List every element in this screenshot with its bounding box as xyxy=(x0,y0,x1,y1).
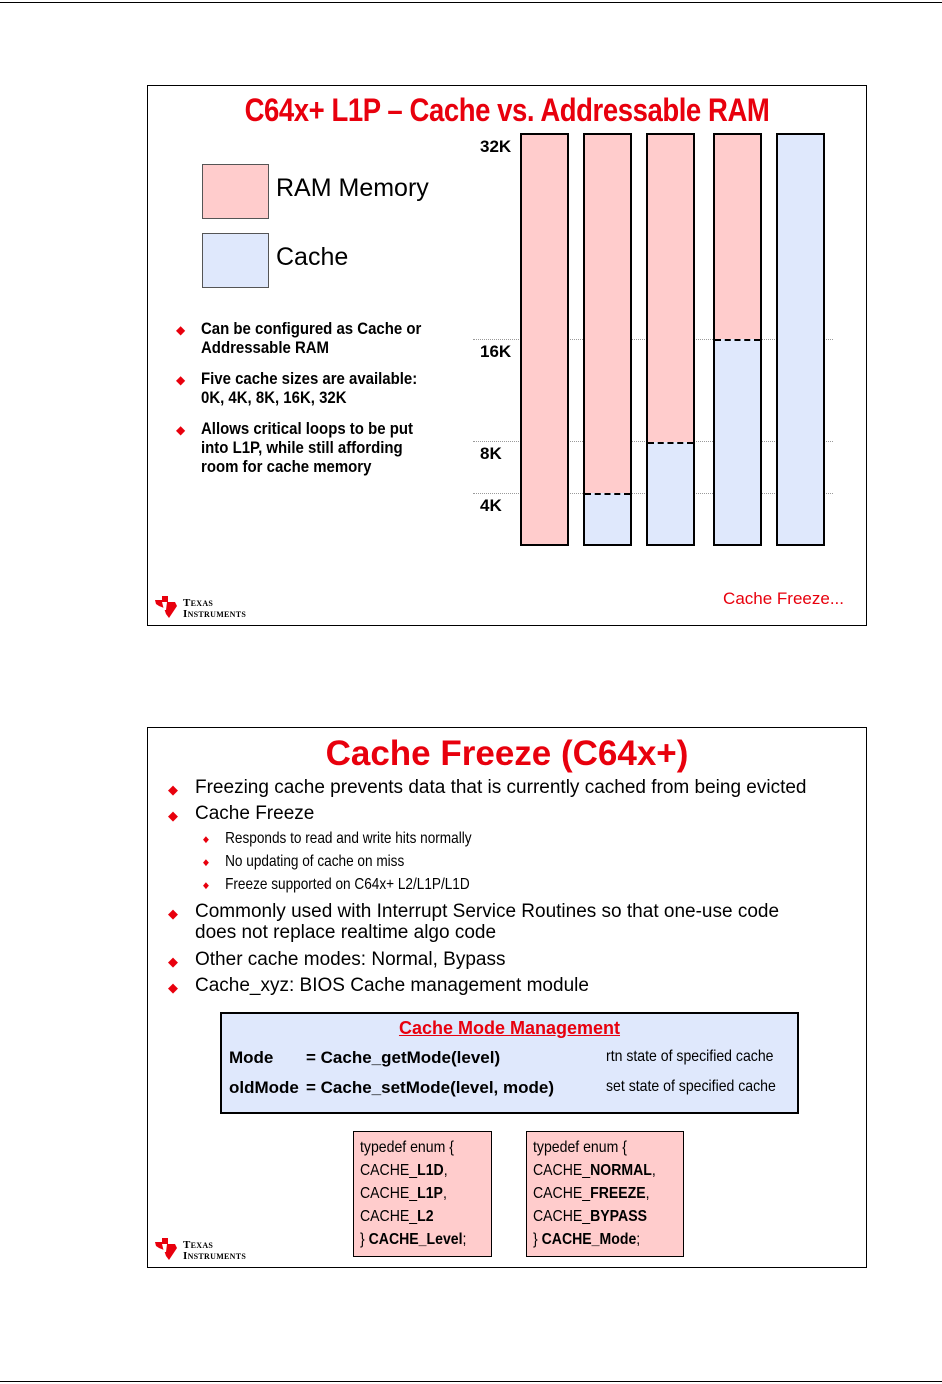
enum-open: typedef enum { xyxy=(533,1139,627,1156)
axis-tick-4k: 4K xyxy=(480,496,502,515)
top-rule xyxy=(0,2,942,3)
bullet-line: 0K, 4K, 8K, 16K, 32K xyxy=(201,388,347,407)
mode-row2-desc: set state of specified cache xyxy=(606,1078,776,1095)
enum-open: typedef enum { xyxy=(360,1139,454,1156)
bullet-line: Allows critical loops to be put xyxy=(201,419,413,438)
diamond-subbullet-icon: ◆ xyxy=(203,834,209,844)
enum-item-freeze: CACHE_FREEZE, xyxy=(533,1185,650,1202)
mode-row1-call: = Cache_getMode(level) xyxy=(306,1048,501,1067)
legend-cache-swatch xyxy=(202,233,269,288)
diamond-bullet-icon: ◆ xyxy=(176,373,186,387)
cache-config-bar-5 xyxy=(776,133,825,546)
legend-ram-swatch xyxy=(202,164,269,219)
diamond-bullet-icon: ◆ xyxy=(168,980,178,995)
texas-instruments-logo xyxy=(153,1236,273,1264)
cache-config-bar-2 xyxy=(583,133,632,546)
bullet-line: room for cache memory xyxy=(201,457,372,476)
mode-box-title: Cache Mode Management xyxy=(398,1018,621,1038)
mode-row2-lhs: oldMode xyxy=(229,1078,299,1097)
enum-item-l1p: CACHE_L1P, xyxy=(360,1185,447,1202)
bullet-line: Can be configured as Cache or xyxy=(201,319,422,338)
slide2-title: Cache Freeze (C64x+) xyxy=(325,734,689,773)
diamond-subbullet-icon: ◆ xyxy=(203,857,209,867)
cache-config-bar-1 xyxy=(520,133,569,546)
enum-close: } CACHE_Level; xyxy=(360,1231,467,1248)
cache-mode-enum-box xyxy=(526,1131,684,1257)
legend-ram-label: RAM Memory xyxy=(276,174,429,202)
cache-portion xyxy=(715,339,760,544)
diamond-bullet-icon: ◆ xyxy=(168,954,178,969)
next-slide-link[interactable]: Cache Freeze... xyxy=(723,589,844,608)
cache-portion xyxy=(778,135,823,544)
ti-state-icon xyxy=(153,1236,181,1262)
diamond-subbullet-icon: ◆ xyxy=(203,880,209,890)
bullet-line: Five cache sizes are available: xyxy=(201,369,418,388)
cache-mode-management-box xyxy=(220,1012,799,1114)
diamond-bullet-icon: ◆ xyxy=(168,808,178,823)
ti-logo-line1: Texas xyxy=(183,1239,214,1251)
ti-logo-line1: Texas xyxy=(183,597,214,609)
enum-item-bypass: CACHE_BYPASS xyxy=(533,1208,647,1225)
enum-item-l1d: CACHE_L1D, xyxy=(360,1162,448,1179)
cache-portion xyxy=(585,493,630,544)
cache-config-bar-4 xyxy=(713,133,762,546)
diamond-bullet-icon: ◆ xyxy=(168,906,178,921)
slide1-title: C64x+ L1P – Cache vs. Addressable RAM xyxy=(244,92,770,128)
bullet-line: Addressable RAM xyxy=(201,338,330,357)
bullet-line: into L1P, while still affording xyxy=(201,438,403,457)
mode-row2-call: = Cache_setMode(level, mode) xyxy=(306,1078,555,1097)
bottom-rule xyxy=(0,1381,942,1382)
axis-tick-32k: 32K xyxy=(480,137,512,156)
slide-cache-freeze: Cache Freeze (C64x+) ◆ Freezing cache prevents data that is currently cached from being evicted ◆ Cache Freeze ◆ Responds to read and write hits normally ◆ No updating of cache on miss ◆ Freeze supported on C64x+ L2/L1P/L1D ◆ Commonly used with Interrupt Service Routines so that one-use code does not replace realtime algo code ◆ Other cache modes: Normal, Bypass ◆ Cache_xyz: BIOS Cache management module Cache Mode Management Mode = Cache_getMode(level) rtn state of specified cache oldMode = Cache_setMode(level, mode) set state of specified cache typedef enum { CACHE_L1D, CACHE_L1P, CACHE_L2 } CACHE_Level; typedef enum { CACHE_NORMAL, CACHE_FREEZE, CACHE_BYPASS } CACHE_Mode; Texas Instruments xyxy=(147,727,867,1268)
legend-cache-label: Cache xyxy=(276,243,349,271)
mode-row1-lhs: Mode xyxy=(229,1048,274,1067)
enum-item-l2: CACHE_L2 xyxy=(360,1208,434,1225)
cache-config-bar-3 xyxy=(646,133,695,546)
diamond-bullet-icon: ◆ xyxy=(176,323,186,337)
cache-portion xyxy=(648,442,693,544)
diamond-bullet-icon: ◆ xyxy=(168,782,178,797)
ti-state-icon xyxy=(153,594,181,620)
diamond-bullet-icon: ◆ xyxy=(176,423,186,437)
axis-tick-16k: 16K xyxy=(480,342,512,361)
texas-instruments-logo xyxy=(153,594,273,622)
axis-tick-8k: 8K xyxy=(480,444,502,463)
cache-level-enum-box xyxy=(353,1131,492,1257)
enum-item-normal: CACHE_NORMAL, xyxy=(533,1162,656,1179)
slide-l1p-cache-vs-ram xyxy=(147,85,867,626)
ti-logo-line2: Instruments xyxy=(183,1250,247,1262)
mode-row1-desc: rtn state of specified cache xyxy=(606,1048,774,1065)
enum-close: } CACHE_Mode; xyxy=(533,1231,641,1248)
ti-logo-line2: Instruments xyxy=(183,608,247,620)
